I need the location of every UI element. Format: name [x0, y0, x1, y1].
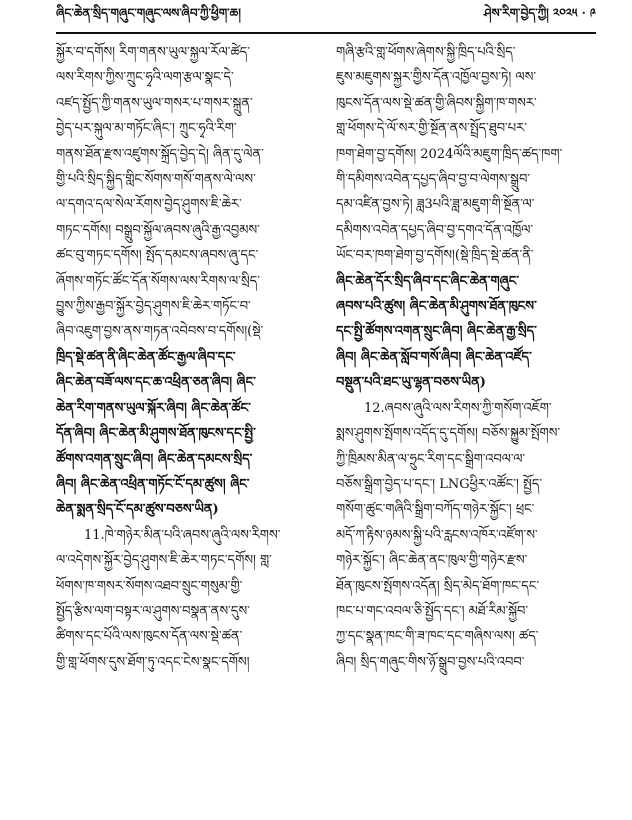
text-line: ཞིབ། ཞིང་ཆེན་འཕྲིན་གཏོང་ངོ་དམ་ཚུས། ཞིང་ [56, 476, 250, 492]
text-line: བཅོས་སྒྲིག་བྱེད་པ་དང་། LNGཕྱིར་འཚོང་། སྤྱོད་ [336, 476, 543, 492]
text-line: འཛད་སྤྱོད་ཀྱི་གནས་ཡུལ་གསར་པ་གསར་སྐྲུན་ [56, 95, 253, 111]
text-line: 12.ཞབས་ཞུའི་ལས་རིགས་ཀྱི་གསོག་འཇོག་ [364, 400, 552, 416]
text-line: དམིགས་འབེན་དཔྱད་ཞིབ་བྱ་དགའ་དོན་འཁྱོལ་ [336, 222, 534, 238]
text-line: གྱི་གླ་ཕོགས་དུས་ཐོག་ཏུ་འདང་ངེས་སྣང་དགོས། [56, 654, 250, 670]
text-line: ཆེན་རིག་གནས་ཡུལ་སྐོར་ཞིབ། ཞིང་ཆེན་ཚོང་ [56, 400, 251, 416]
issue-number: ཤེས་རིག་བྱེད་ཀྱི། ༢༠༢༥ · ༩ [483, 6, 596, 20]
text-line: ཕོགས་ཁ་གསར་སོགས་འཐབ་སྲུང་གསུམ་གྱི་ [56, 578, 243, 594]
text-line: གླ་ཕོགས་དེ་ལོ་སར་གྱི་སྔོན་ནས་སྤྲོད་ཐུབ་པར་ [336, 121, 527, 137]
text-line: ཇུས་མཇུགས་སྐྱར་གྱིས་དོན་འཁྱོལ་བྱས་ཏེ། ལས་ [336, 70, 537, 86]
text-line: བསྡུན་པའི་ཐང་ཡུ་ལྷན་བཅས་ཡིན) [336, 375, 486, 391]
text-line: ཀྱི་ཁྲིམས་མིན་ལ་ཧྲུང་རིག་དང་སྒྲིག་འབལ་ལ་ [336, 451, 526, 467]
text-line: ལས་རིགས་ཀྱིས་ཀྲུང་ཧྭའི་ལག་རྩལ་སྣང་དེ་ [56, 70, 234, 86]
text-line: ཚང་བུ་གཏང་དགོས། སྤོད་དམངས་ཞབས་ཞུ་དང་ [56, 248, 259, 264]
text-line: གི་དམིགས་འབེན་དཔྱད་ཞིབ་བྱ་བ་ལེགས་སྒྲུབ་ [336, 172, 531, 188]
header-rule [56, 32, 596, 34]
text-line: ཞོགས་གཏོང་ཚོང་དོན་སོགས་ལས་རིགས་ལ་སྲིད་ [56, 273, 260, 289]
page-header [56, 4, 596, 30]
text-line: ཁག་ཐེག་བྱ་དགོས། 2024ལོའི་མཇུག་ཁྲིད་ཚད་ཁག་ [336, 146, 563, 162]
text-line: ཞིབ། ཞིང་ཆེན་སློབ་གསོ་ཞིབ། ཞིང་ཆེན་འཛོད་ [336, 349, 532, 365]
text-line: ཐོན་ཁུངས་སྤོགས་འདོན། སྲིད་མེད་ཐོག་ཁང་དང་ [336, 578, 540, 594]
text-line: ཞབས་པའི་ཚུས། ཞིང་ཆེན་མི་ཤུགས་ཐོན་ཁུངས་ [336, 299, 537, 315]
text-line: བྱེད་པར་སྐུལ་མ་གཏོང་ཞིང་། ཀྲུང་ཧྭའི་རིག་ [56, 121, 237, 137]
text-line: གྱི་པའི་སྲིད་སྐྱིད་གླིང་སོགས་གསོ་གནས་ལེ་ལས་ [56, 172, 256, 188]
text-line: ཞིབ་འཇུག་བྱས་ནས་གཏན་འབེབས་བ་དགོས།(སྡེ་ [56, 324, 264, 340]
text-line: ཚིགས་དང་པོའི་ལས་ཁུངས་དོན་ལས་སྡེ་ཚན་ [56, 629, 243, 645]
text-line: ཁྲིད་སྡེ་ཚན་ནི་ཞིང་ཆེན་ཚོང་རྒྱལ་ཞིབ་དང་ [56, 349, 236, 365]
text-line: སྨས་ཤུགས་སྤོགས་འདོད་དུ་དགོས། བཅོས་སྐྱུམ་སྤོགས་ [336, 426, 561, 442]
text-line: ལ་འདེགས་སྐྱོར་བྱེད་ཤུགས་ཇི་ཆེར་གཏང་དགོས། གླ་ [56, 553, 272, 569]
left-column [56, 40, 310, 675]
right-column [336, 40, 590, 675]
text-line: གཞི་རྩའི་གླ་ཕོགས་ཞེགས་སྐྱི་ཁྲིད་པའི་སྲིད་ [336, 45, 516, 60]
text-line: དམ་འཛིན་བྱས་ཏེ། ཟླ3པའི་ཟླ་མཇུག་གི་སྔོན་ལ་ [336, 197, 535, 213]
text-line: ཁུངས་དོན་ལས་སྡེ་ཚན་གྱི་ཞིབས་སྐྱིག་ཁ་གསར་ [336, 95, 537, 111]
text-line: ཞིང་ཆེན་བཟོ་ལས་དང་ཆ་འཕྲིན་ཅན་ཞིབ། ཞིང་ [56, 375, 256, 391]
text-line: ཞིང་ཆེན་དོར་སྲིད་ཞིབ་དང་ཞིང་ཆེན་གཞུང་ [336, 273, 519, 289]
text-line: གཏང་དགོས། བསྒྲུབ་སྐྱོལ་ཞབས་ཞུའི་རྒྱ་འབྱམས་ [56, 222, 260, 238]
text-line: ཡོང་བར་ཁག་ཐེག་བྱ་དགོས།(སྡེ་ཁྲིད་སྡེ་ཚན་ནི་ [336, 248, 534, 264]
text-line: ལ་དགའ་དལ་སེལ་རོགས་བྱེད་ཤུགས་ཇི་ཆེར་ [56, 197, 242, 213]
text-line: ཚོགས་འགན་སྲུང་ཞིབ། ཞིང་ཆེན་དམངས་སྲིད་ [56, 451, 253, 467]
text-line: 11.ཁེ་གཉེར་མིན་པའི་ཞབས་ཞུའི་ལས་རིགས་ [84, 527, 281, 543]
text-line: ཆེན་སྨན་སྲིད་ངོ་དམ་ཚུས་བཅས་ཡིན) [56, 502, 219, 518]
text-line: ཀྱ་དང་སྣན་ཁང་གི་ཟ་ཁང་དང་གཞིས་ལས། ཚད་ [336, 629, 539, 645]
text-line: སྤྱོད་རྩིས་ལག་བསྟར་ལ་ཤུགས་བསྣན་ནས་དུས་ [56, 603, 250, 619]
text-line: ཞིབ། སྲིད་གཞུང་གིས་ཉོ་སྒྲུབ་བྱས་པའི་འབབ་ [336, 654, 525, 670]
running-title: ཞིང་ཆེན་སྲིད་གཞུང་གཞུང་ལས་ཞིབ་ཀྱི་ཕྱིག་ཆ། [56, 6, 241, 20]
text-line: བྱུས་ཀྱིས་རྒྱབ་སྐྱོར་བྱེད་ཤུགས་ཇི་ཆེར་གཏོང་བ་ [56, 299, 251, 315]
text-line: སྐྱོར་བ་དགོས། རིག་གནས་ཡུལ་སྐྱལ་རོལ་ཚེད་ [56, 45, 250, 60]
text-line: གཉེར་སྐྱོང་། ཞིང་ཆེན་ནང་ཁུལ་གྱི་གཉེར་རྫས་ [336, 553, 528, 569]
text-line: དོན་ཞིབ། ཞིང་ཆེན་མི་ཤུགས་ཐོན་ཁུངས་དང་སྤྱི་ [56, 426, 256, 442]
text-line: དང་སྤྱི་ཚོགས་འགན་སྲུང་ཞིབ། ཞིང་ཆེན་རྒྱ་སྲིད་ [336, 324, 537, 340]
text-line: མདོ་ཀ་རྟིས་ཉམས་སྐྱི་པའི་རླངས་འཁོར་འཛོག་ས་ [336, 527, 538, 543]
text-line: གནས་ཐོན་རྫས་འཛུགས་སྐྲོད་བྱེད་དེ། ཞིན་དུ་ལེན་ [56, 146, 264, 162]
text-line: ཁང་པ་གང་འབལ་ཅི་སྤྱོད་དང་། མཐོ་རིམ་སྐྱོབ་ [336, 603, 529, 619]
text-line: གསོག་ཚུང་གཞིའི་སྒྲིག་བཀོད་གཉེར་སྐྱོང་། ཕྲང་ [336, 502, 535, 518]
